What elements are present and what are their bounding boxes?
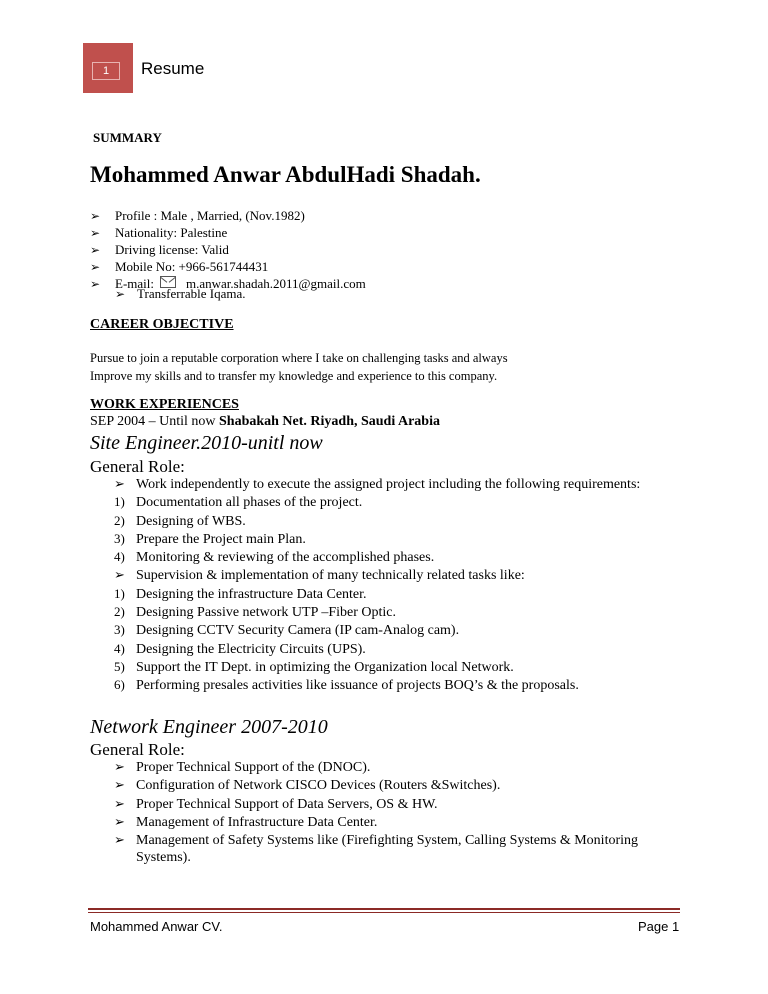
duty-text: Designing of WBS. [136, 513, 246, 529]
career-objective-heading: CAREER OBJECTIVE [90, 317, 234, 332]
footer-divider [88, 912, 680, 913]
profile-item [90, 207, 366, 224]
profile-item [90, 224, 366, 241]
duty-text: Support the IT Dept. in optimizing the Organization local Network. [136, 659, 514, 675]
duty-marker: 2) [114, 512, 125, 528]
email-label: E-mail: [115, 276, 154, 291]
profile-item [90, 258, 366, 275]
duty-marker: 3) [114, 530, 125, 546]
duty-text: Proper Technical Support of the (DNOC). [136, 760, 371, 775]
general-role-label: General Role: [90, 740, 185, 759]
duty-text: Proper Technical Support of Data Servers, OS & HW. [136, 796, 438, 812]
work-period-line [90, 414, 440, 430]
duty-item [114, 603, 694, 621]
arrow-bullet-icon: ➢ [90, 243, 101, 257]
arrow-bullet-icon: ➢ [90, 260, 101, 274]
arrow-bullet-icon: ➢ [115, 287, 126, 301]
duty-text: Performing presales activities like issuance of projects BOQ’s & the proposals. [136, 678, 579, 694]
work-experiences-heading: WORK EXPERIENCES [90, 397, 239, 412]
summary-label: SUMMARY [93, 130, 162, 145]
duty-marker: ➢ [114, 777, 125, 793]
duty-marker: ➢ [114, 476, 125, 491]
duty-text: Documentation all phases of the project. [136, 495, 363, 511]
duty-item [114, 758, 694, 776]
arrow-bullet-icon: ➢ [90, 226, 101, 240]
duty-item [114, 585, 694, 603]
duty-text: Management of Safety Systems like (Firefighting System, Calling Systems & Monitoring Systems). [136, 833, 639, 866]
duty-item [114, 640, 694, 658]
network-engineer-duties [114, 758, 694, 867]
duty-item [114, 831, 694, 867]
duty-text: Supervision & implementation of many technically related tasks like: [136, 568, 525, 584]
company-name: Shabakah Net. Riyadh, Saudi Arabia [219, 414, 440, 429]
duty-text: Monitoring & reviewing of the accomplished phases. [136, 550, 435, 566]
duty-marker: ➢ [114, 795, 125, 811]
duty-text: Prepare the Project main Plan. [136, 531, 306, 547]
network-engineer-title: Network Engineer 2007-2010 [90, 716, 328, 738]
header-title: Resume [141, 59, 205, 78]
duty-marker: 6) [114, 677, 125, 693]
site-engineer-title: Site Engineer.2010-unitl now [90, 432, 323, 454]
duty-marker: ➢ [114, 832, 125, 848]
duty-marker: 1) [114, 585, 125, 601]
career-objective-line: Pursue to join a reputable corporation where I take on challenging tasks and always [90, 351, 508, 365]
duty-item [114, 813, 694, 831]
duty-item [114, 530, 694, 548]
arrow-bullet-icon: ➢ [90, 277, 101, 291]
email-address[interactable]: m.anwar.shadah.2011@gmail.com [186, 276, 366, 291]
duty-item [114, 566, 694, 584]
career-objective-line: Improve my skills and to transfer my knowledge and experience to this company. [90, 369, 498, 383]
duty-marker: ➢ [114, 567, 125, 583]
duty-marker: ➢ [114, 813, 125, 829]
duty-item [114, 658, 694, 676]
duty-marker: 1) [114, 494, 125, 510]
general-role-label: General Role: [90, 457, 185, 476]
iqama-text: Transferrable Iqama. [137, 286, 246, 301]
header-page-number: 1 [92, 62, 120, 80]
profile-item-text: Profile : Male , Married, (Nov.1982) [115, 208, 305, 223]
duty-marker: 3) [114, 622, 125, 638]
duty-text: Management of Infrastructure Data Center. [136, 814, 378, 830]
duty-marker: 5) [114, 658, 125, 674]
duty-text: Designing CCTV Security Camera (IP cam-Analog cam). [136, 623, 460, 639]
footer-page-number: Page 1 [638, 919, 680, 934]
arrow-bullet-icon: ➢ [90, 209, 101, 223]
candidate-name: Mohammed Anwar AbdulHadi Shadah. [90, 162, 481, 187]
duty-item [114, 621, 694, 639]
site-engineer-duties [114, 475, 694, 695]
duty-item [114, 676, 694, 694]
duty-item [114, 493, 694, 511]
career-objective-text [90, 349, 690, 385]
duty-item [114, 548, 694, 566]
profile-item-text: Driving license: Valid [115, 242, 229, 257]
duty-text: Work independently to execute the assigned project including the following requirements: [136, 477, 641, 492]
duty-marker: 2) [114, 604, 125, 620]
duty-text: Designing the infrastructure Data Center. [136, 586, 367, 602]
iqama-item [115, 286, 246, 302]
profile-item [90, 241, 366, 258]
duty-item [114, 776, 694, 794]
duty-item [114, 512, 694, 530]
duty-item [114, 475, 694, 493]
duty-marker: ➢ [114, 759, 125, 774]
duty-text: Designing Passive network UTP –Fiber Optic. [136, 605, 397, 621]
duty-text: Designing the Electricity Circuits (UPS). [136, 641, 366, 657]
duty-item [114, 795, 694, 813]
duty-text: Configuration of Network CISCO Devices (Routers &Switches). [136, 778, 501, 794]
profile-item-text: Mobile No: +966-561744431 [115, 259, 269, 274]
duty-marker: 4) [114, 549, 125, 565]
profile-item-text: Nationality: Palestine [115, 225, 228, 240]
duty-marker: 4) [114, 640, 125, 656]
work-period: SEP 2004 – Until now [90, 414, 219, 429]
profile-list [90, 207, 366, 292]
footer-document-name: Mohammed Anwar CV. [90, 919, 223, 934]
footer-divider [88, 908, 680, 910]
